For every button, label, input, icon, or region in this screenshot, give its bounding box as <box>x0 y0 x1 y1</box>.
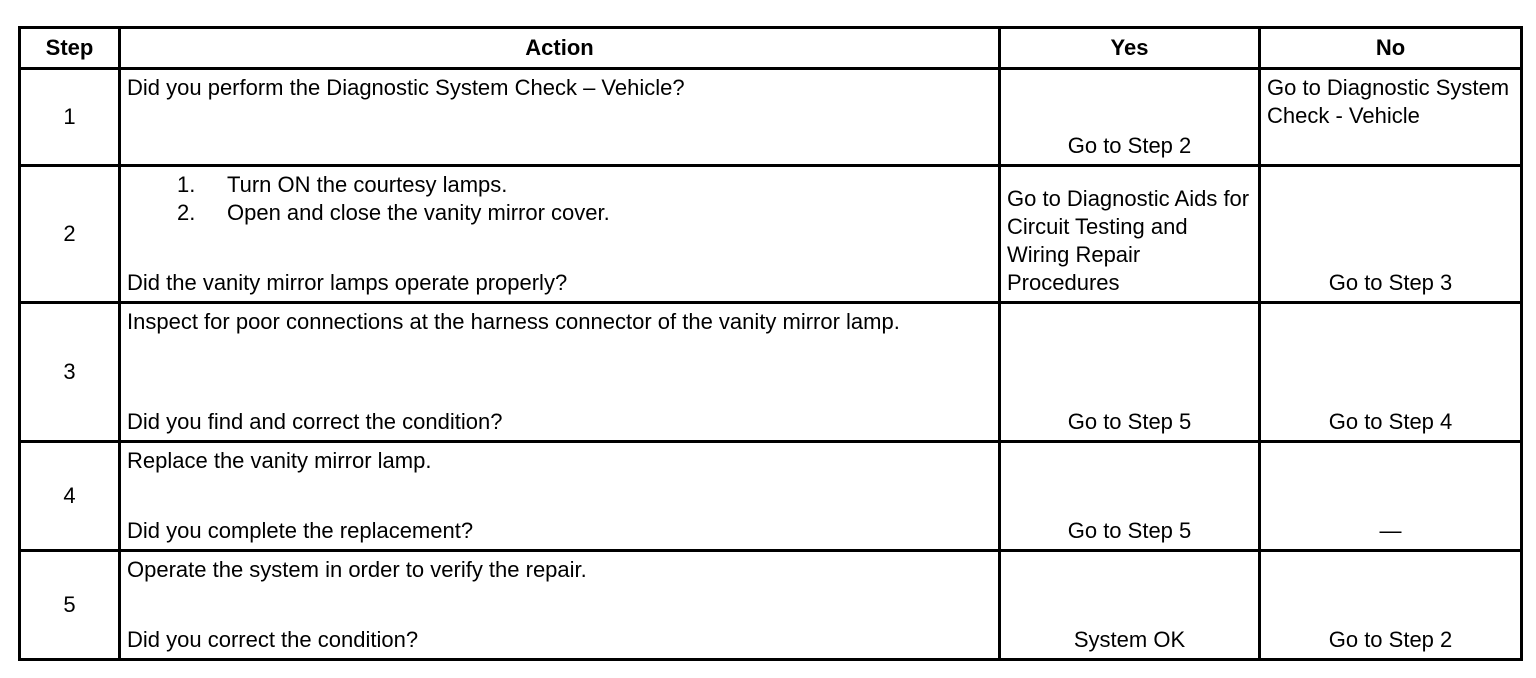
no-result: Go to Diagnostic System Check - Vehicle <box>1267 75 1510 128</box>
header-action: Action <box>120 28 1000 69</box>
step-number: 4 <box>20 442 120 551</box>
action-cell <box>120 303 1000 442</box>
header-row <box>20 28 1522 69</box>
header-no: No <box>1260 28 1522 69</box>
action-question: Did you correct the condition? <box>127 627 419 652</box>
step-number: 5 <box>20 551 120 660</box>
action-cell <box>120 442 1000 551</box>
yes-result: Go to Step 5 <box>1067 518 1192 543</box>
action-cell <box>120 551 1000 660</box>
no-result: Go to Step 4 <box>1328 409 1453 434</box>
yes-cell <box>1000 166 1260 303</box>
table-row <box>20 442 1522 551</box>
table-row <box>20 166 1522 303</box>
header-step: Step <box>20 28 120 69</box>
yes-cell <box>1000 442 1260 551</box>
yes-cell <box>1000 551 1260 660</box>
action-text: Replace the vanity mirror lamp. <box>127 448 432 473</box>
header-yes: Yes <box>1000 28 1260 69</box>
action-cell <box>120 69 1000 166</box>
no-cell <box>1260 166 1522 303</box>
no-cell <box>1260 551 1522 660</box>
table-row <box>20 69 1522 166</box>
yes-result: System OK <box>1073 627 1186 652</box>
list-item-text: Turn ON the courtesy lamps. <box>227 172 508 197</box>
diagnostic-table <box>18 26 1523 661</box>
step-number: 3 <box>20 303 120 442</box>
action-text: Did you perform the Diagnostic System Check – Vehicle? <box>127 75 685 100</box>
table-row <box>20 303 1522 442</box>
list-item-number: 2. <box>177 200 196 225</box>
step-number: 2 <box>20 166 120 303</box>
action-question: Did you complete the replacement? <box>127 518 474 543</box>
action-question: Did the vanity mirror lamps operate properly? <box>127 270 568 295</box>
yes-cell <box>1000 303 1260 442</box>
action-text: Inspect for poor connections at the harness connector of the vanity mirror lamp. <box>127 309 900 334</box>
yes-result: Go to Step 2 <box>1067 133 1192 158</box>
yes-result: Go to Diagnostic Aids for Circuit Testing and Wiring Repair Procedures <box>1007 186 1250 295</box>
action-text: Operate the system in order to verify the repair. <box>127 557 587 582</box>
list-item <box>127 171 992 199</box>
table-row <box>20 551 1522 660</box>
no-result: — <box>1379 518 1402 543</box>
step-number: 1 <box>20 69 120 166</box>
list-item <box>127 199 992 227</box>
action-cell <box>120 166 1000 303</box>
no-cell <box>1260 442 1522 551</box>
no-cell <box>1260 303 1522 442</box>
action-list <box>127 171 992 227</box>
list-item-number: 1. <box>177 172 196 197</box>
yes-cell <box>1000 69 1260 166</box>
no-result: Go to Step 3 <box>1328 270 1453 295</box>
no-result: Go to Step 2 <box>1328 627 1453 652</box>
list-item-text: Open and close the vanity mirror cover. <box>227 200 610 225</box>
no-cell <box>1260 69 1522 166</box>
action-question: Did you find and correct the condition? <box>127 409 503 434</box>
yes-result: Go to Step 5 <box>1067 409 1192 434</box>
